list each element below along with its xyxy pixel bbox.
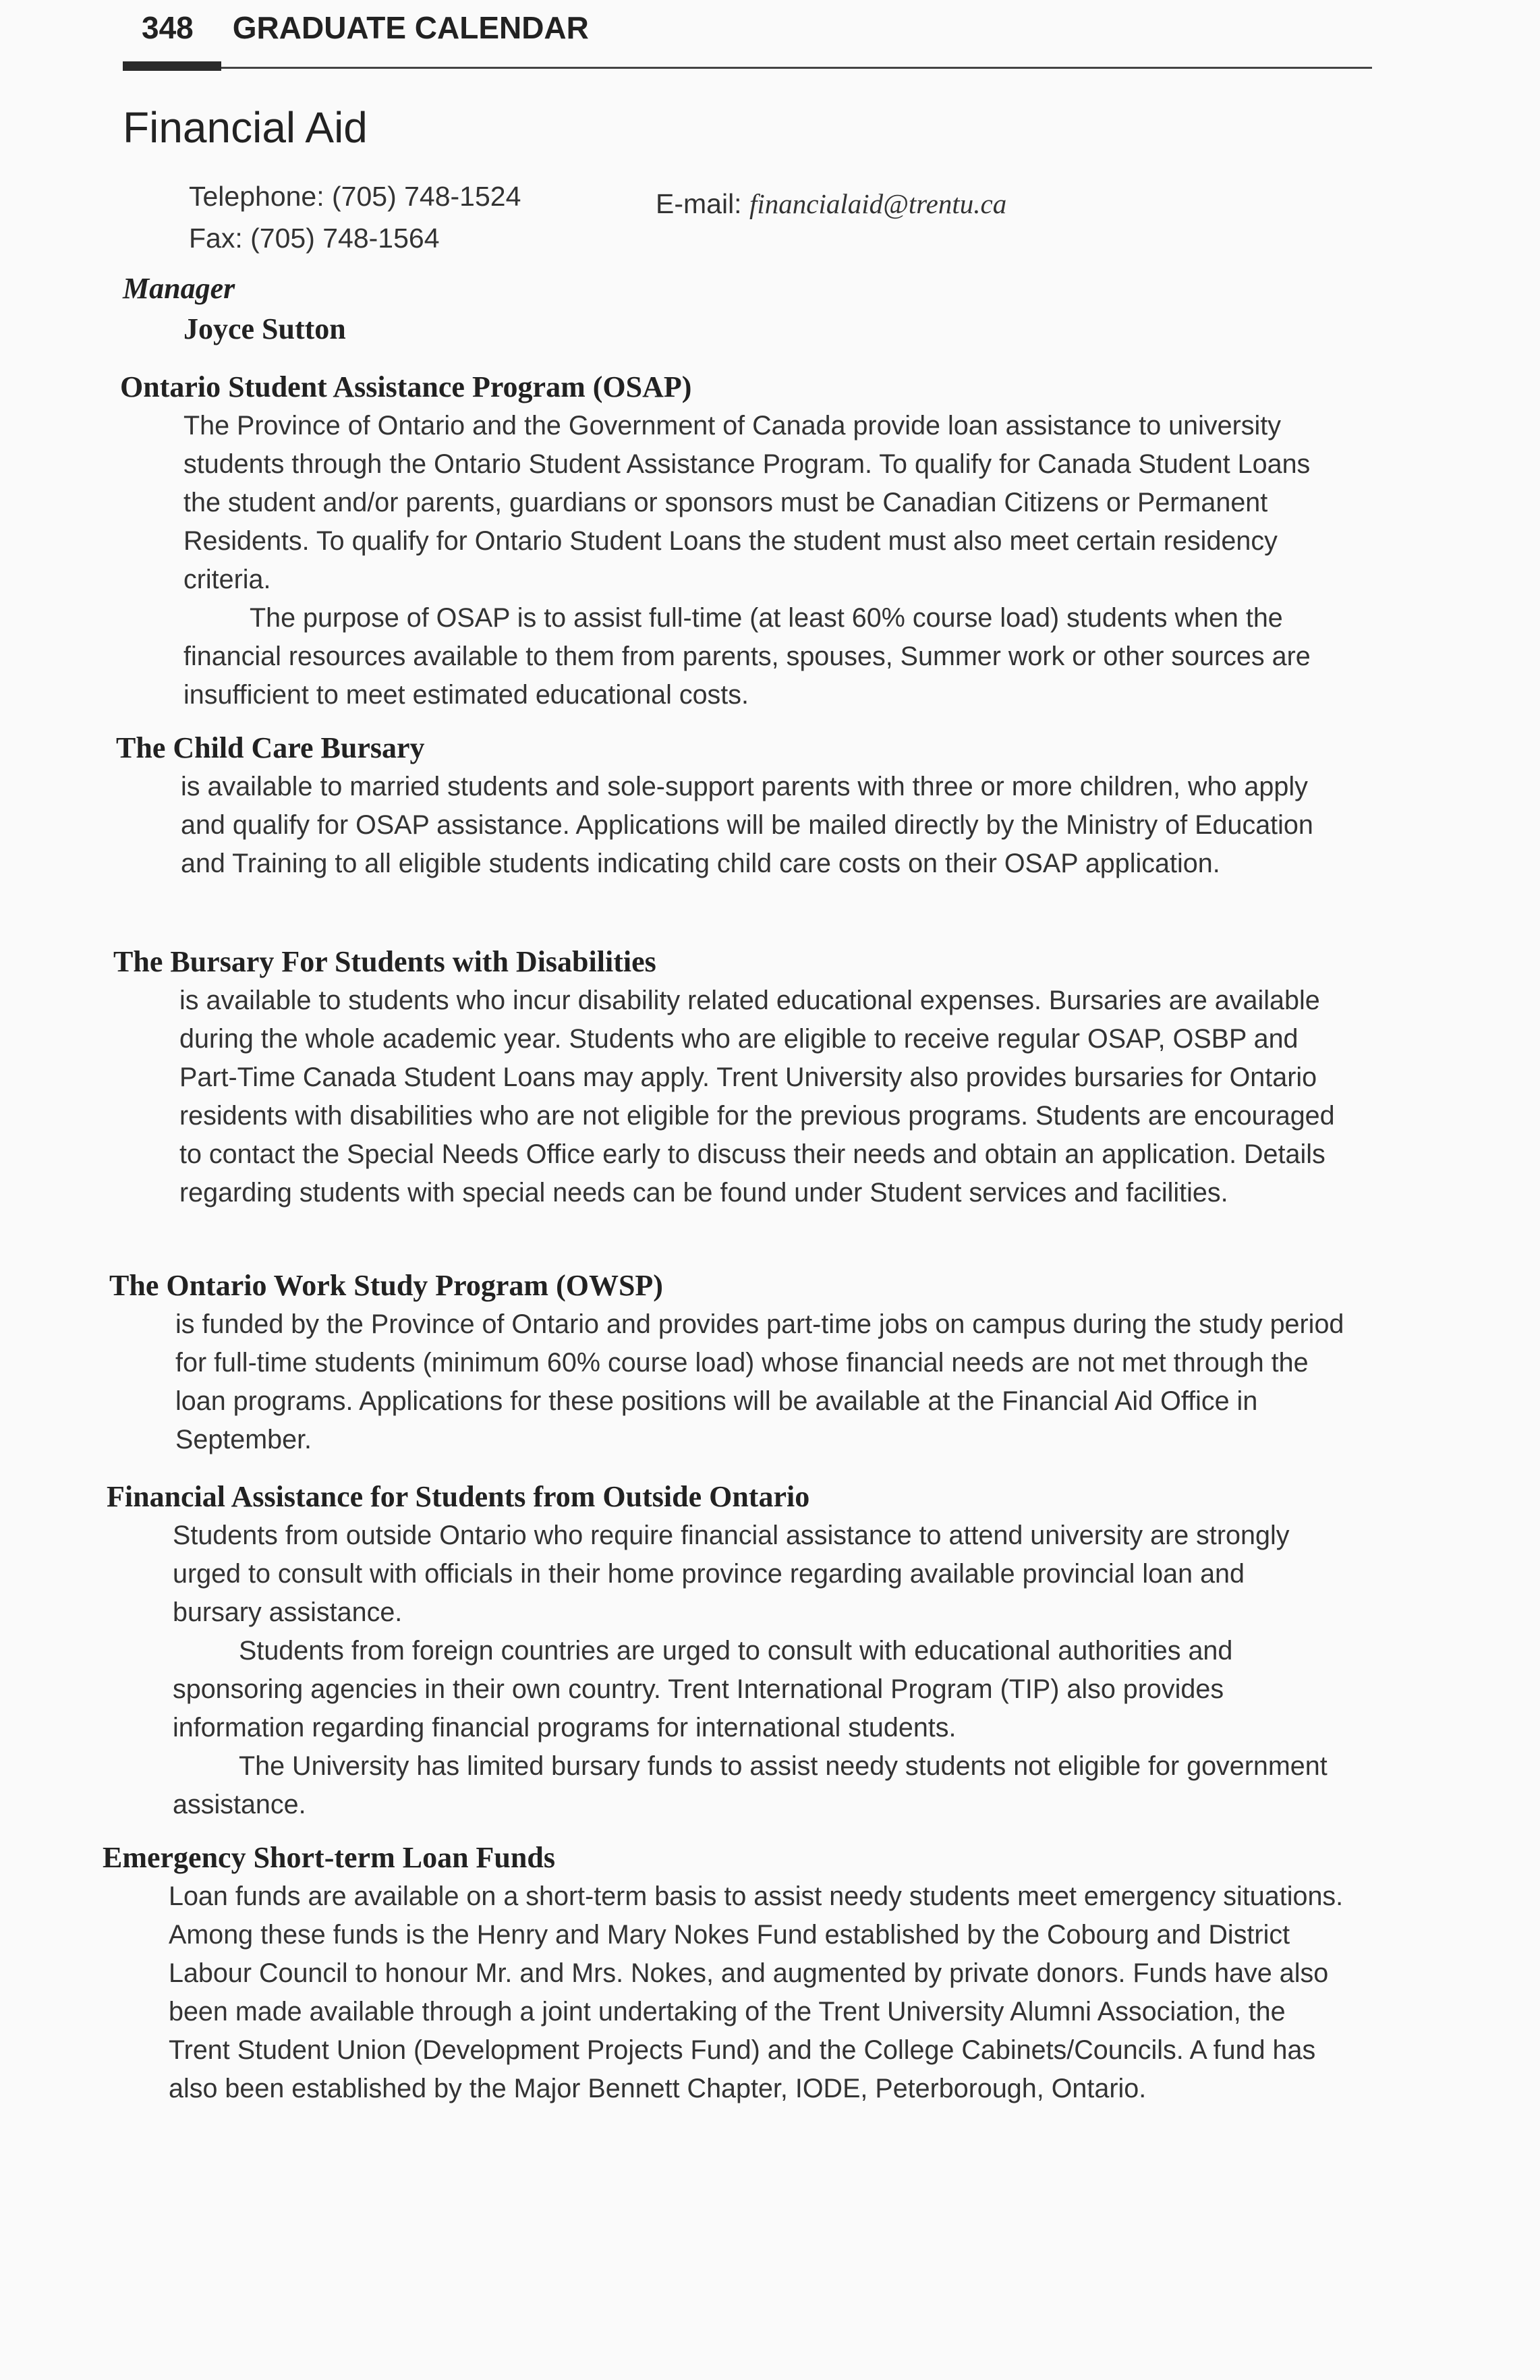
email-label: E-mail: (656, 188, 749, 219)
header-rule (123, 67, 1372, 69)
section-owsp (0, 1268, 1540, 1459)
paragraph: The University has limited bursary funds to assist needy students not eligible for government assistance. (173, 1751, 1328, 1819)
fax: Fax: (705) 748-1564 (189, 223, 440, 254)
section-body (181, 768, 1348, 883)
telephone: Telephone: (705) 748-1524 (189, 181, 521, 212)
running-title: GRADUATE CALENDAR (232, 10, 589, 45)
section-body (169, 1877, 1349, 2108)
section-heading: Financial Assistance for Students from Outside Ontario (107, 1480, 810, 1513)
section-heading: The Ontario Work Study Program (OWSP) (109, 1269, 663, 1302)
running-header (142, 9, 589, 46)
section-body (179, 982, 1357, 1212)
paragraph: Students from foreign countries are urged to consult with educational authorities and sponsoring agencies in their own country. Trent International Program (TIP) also provides information regarding financial programs for international students. (173, 1636, 1233, 1743)
section-heading: Emergency Short-term Loan Funds (103, 1841, 555, 1874)
paragraph: is available to students who incur disability related educational expenses. Bursaries are available during the whole academic year. Students who are eligible to receive regular OSAP, OSBP and Part-Time Canada Student Loans may apply. Trent University also provides bursaries for Ontario residents with disabilities who are not eligible for the previous programs. Students are encouraged to contact the Special Needs Office early to discuss their needs and obtain an application. Details regarding students with special needs can be found under Student services and facilities. (179, 986, 1335, 1208)
section-heading: The Child Care Bursary (116, 731, 425, 764)
page-title: Financial Aid (123, 103, 368, 152)
section-heading: Ontario Student Assistance Program (OSAP) (120, 370, 692, 403)
manager-label: Manager (123, 272, 235, 305)
section-disabilities-bursary (0, 944, 1540, 1212)
header-rule-accent (123, 61, 221, 71)
section-child-care-bursary (0, 731, 1540, 883)
paragraph: Loan funds are available on a short-term basis to assist needy students meet emergency situations. Among these funds is the Henry and Mary Nokes Fund established by the Cobourg and District Labour Council to honour Mr. and Mrs. Nokes, and augmented by private donors. Funds have also been made available through a joint undertaking of the Trent University Alumni Association, the Trent Student Union (Development Projects Fund) and the College Cabinets/Councils. A fund has also been established by the Major Bennett Chapter, IODE, Peterborough, Ontario. (169, 1881, 1344, 2103)
section-body (173, 1517, 1336, 1824)
email-address[interactable]: financialaid@trentu.ca (749, 188, 1007, 219)
paragraph: is funded by the Province of Ontario and provides part-time jobs on campus during the study period for full-time students (minimum 60% course load) whose financial needs are not met through the loan programs. Applications for these positions will be available at the Financial Aid Office in September. (175, 1309, 1344, 1454)
page-number: 348 (142, 10, 194, 45)
email-line (656, 188, 1006, 220)
manager-name: Joyce Sutton (183, 312, 346, 345)
paragraph: The Province of Ontario and the Government of Canada provide loan assistance to university students through the Ontario Student Assistance Program. To qualify for Canada Student Loans the student and/or parents, guardians or sponsors must be Canadian Citizens or Permanent Residents. To qualify for Ontario Student Loans the student must also meet certain residency criteria. (183, 411, 1311, 594)
section-body (175, 1305, 1352, 1459)
paragraph: Students from outside Ontario who require financial assistance to attend university are strongly urged to consult with officials in their home province regarding available provincial loan and bursary assistance. (173, 1521, 1290, 1627)
section-heading: The Bursary For Students with Disabilities (113, 945, 656, 978)
section-emergency-loans (0, 1840, 1540, 2108)
paragraph: is available to married students and sole-support parents with three or more children, who apply and qualify for OSAP assistance. Applications will be mailed directly by the Ministry of Education and Training to all eligible students indicating child care costs on their OSAP application. (181, 772, 1313, 878)
paragraph: The purpose of OSAP is to assist full-time (at least 60% course load) students when the financial resources available to them from parents, spouses, Summer work or other sources are insufficient to meet estimated educational costs. (183, 603, 1311, 710)
section-outside-ontario (0, 1479, 1540, 1824)
section-body (183, 407, 1354, 714)
section-osap (0, 370, 1540, 714)
